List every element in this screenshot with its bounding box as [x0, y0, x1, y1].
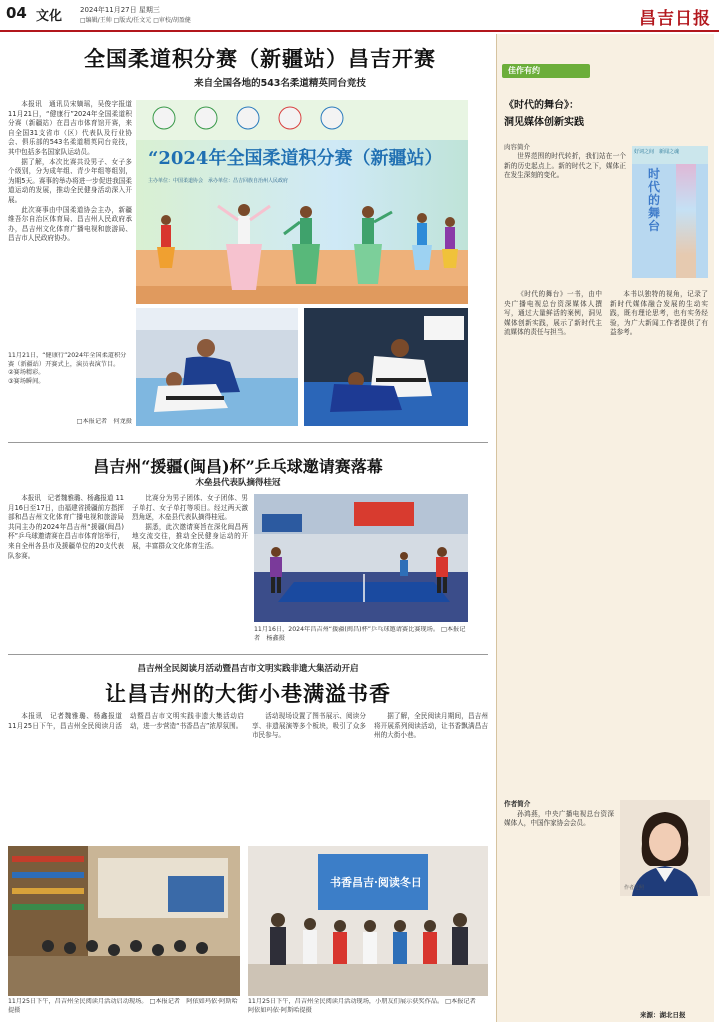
article1-paragraph: 本报讯 通讯员宋嫡瑶，吴俊字报道 11月21日，“健康行”2024年全国柔道积分赛（新疆站）在昌吉市体育馆开赛，来自全国31支省市（区）代表队及行业协会、俱乐部的543名柔道精英同台竞技，其中包括多名国家队运动员。 — [8, 100, 132, 156]
article3-photo-caption-left — [8, 998, 240, 1018]
judo-ceremony-illustration — [136, 100, 468, 304]
article1-subtitle: 来自全国各地的543名柔道精英同台竞技 — [194, 78, 366, 89]
newspaper-logo: 昌吉日报 — [639, 9, 711, 29]
judo-match-photo-1 — [136, 308, 298, 426]
article1-paragraph: 此次赛事由中国柔道协会主办，新疆维吾尔自治区体育局、昌吉州人民政府承办，昌吉州文化体育广播电视和旅游局、昌吉市人民政府协办。 — [8, 205, 132, 243]
reading-event-illustration-left — [8, 846, 240, 996]
article3-photo-caption-right — [248, 998, 488, 1018]
masthead — [0, 0, 719, 32]
masthead-rule — [0, 30, 719, 32]
book-cover-body — [632, 164, 708, 278]
book-cover-stripe — [676, 164, 696, 278]
caption-credit: □本报记者 阿依如玛依·阿斯哈提摄 — [248, 998, 482, 1014]
sidebar-source: 来源：湖北日报 — [640, 1011, 686, 1019]
sidebar-title-line1: 《时代的舞台》： — [504, 100, 579, 111]
article3-paragraph: 本报讯 记者魏雅璐、杨鑫报道 11月25日下午，昌吉州全民阅读月活动暨昌吉市文明实践非遗大集活动启动，进一步营造“书香昌吉”浓厚氛围。 — [8, 712, 244, 730]
ceremony-banner-title: “2024年全国柔道积分赛（新疆站） — [148, 148, 443, 169]
article2-photo-caption — [254, 626, 468, 644]
book-series: 好词之间 新闻之魂 — [632, 146, 708, 164]
article3-pretitle: 昌吉州全民阅读月活动暨昌吉市文明实践非遗大集活动开启 — [137, 664, 359, 674]
caption-text: 11月25日下午，昌吉州全民阅读月活动现场，小朋友们展示获奖作品。 — [248, 998, 444, 1005]
article1-body — [8, 100, 132, 346]
sidebar-byline: 肉容简介 — [504, 143, 530, 151]
caption-credit: □本报记者 阿依如玛依·阿斯哈提摄 — [8, 998, 238, 1014]
sidebar-paragraph: 本书以独特的视角，记录了新时代媒体融合发展的生动实践，既有理论思考，也有实务经验，为广大新闻工作者提供了有益参考。 — [610, 290, 708, 337]
article1-title: 全国柔道积分赛（新疆站）昌吉开赛 — [84, 46, 436, 71]
judo-ceremony-photo — [136, 100, 468, 304]
author-intro-title: 作者简介 — [504, 800, 531, 808]
article3-paragraph: 据了解，全民阅读月期间，昌吉州将开展系列阅读活动，让书香飘满昌吉州的大街小巷。 — [374, 712, 488, 740]
page-number: 04 — [6, 4, 27, 22]
author-intro-text: 孙鸿燕，中央广播电视总台资深媒体人，中国作家协会会员。 — [504, 809, 614, 828]
reading-event-illustration-right — [248, 846, 488, 996]
article3-body — [8, 712, 488, 842]
sidebar-section-label: 佳作有约 — [508, 66, 540, 75]
book-title: 时代的舞台 — [648, 167, 661, 233]
sidebar-paragraph: 《时代的舞台》一书，由中央广播电视总台资深媒体人撰写，通过大量鲜活的案例，洞见媒体创新实践，展示了新时代主流媒体的责任与担当。 — [504, 290, 602, 337]
table-tennis-illustration — [254, 494, 468, 622]
article2-body — [8, 494, 248, 646]
caption-credit: □本报记者 杨鑫摄 — [254, 626, 466, 642]
table-tennis-photo — [254, 494, 468, 622]
caption-text: 11月16日，2024年昌吉州“援疆(闽昌)杯”乒乓球邀请赛比赛现场。 — [254, 626, 440, 633]
article2-subtitle: 木垒县代表队摘得桂冠 — [195, 478, 281, 488]
author-portrait-label: 作者近照 — [624, 885, 645, 891]
book-cover — [632, 146, 708, 278]
article2-title: 昌吉州“援疆(闽昌)杯”乒乓球邀请赛落幕 — [93, 457, 383, 476]
article2-paragraph: 据悉，此次邀请赛旨在深化闽昌两地交流交往，推动全民健身运动的开展，丰富群众文化体育生活。 — [132, 522, 248, 550]
caption-main: 11月21日，“健康行”2024年全国柔道积分赛（新疆站）开赛式上，演员表演节目。 — [8, 352, 127, 368]
judo-match-photo-2 — [304, 308, 468, 426]
reading-event-photo-left — [8, 846, 240, 996]
author-portrait — [620, 800, 710, 896]
article2-paragraph: 本报讯 记者魏雅璐、杨鑫报道 11月16日至17日，由福建省援疆前方指挥部和昌吉州文化体育广播电视和旅游局共同主办的2024年昌吉州“援疆(闽昌)杯”乒乓球邀请赛在昌吉市体育馆举行，来自全州各县市及援疆单位的20支代表队参赛。 — [8, 494, 124, 560]
reading-event-banner: 书香昌吉·阅读冬日 — [330, 876, 422, 889]
sidebar-body — [504, 290, 708, 788]
staff-credits: □编辑/王帅 □版式/任文元 □审校/胡盈健 — [80, 17, 191, 24]
sidebar-paragraph: 世界范围的时代转折，我们站在一个新的历史起点上。新的时代之下，媒体正在发生深刻的变化。 — [504, 152, 626, 180]
caption-third: ③赛场瞬间。 — [8, 377, 45, 385]
section-divider — [8, 654, 488, 655]
judo-match-illustration-2 — [304, 308, 468, 426]
sidebar-title-line2: 洞见媒体创新实践 — [504, 117, 584, 128]
article2-paragraph: 比赛分为男子团体、女子团体、男子单打、女子单打等项目。经过两天激烈角逐，木垒县代表队摘得桂冠。 — [132, 494, 248, 522]
article1-photo-caption — [8, 352, 132, 412]
article3-title: 让昌吉州的大街小巷满溢书香 — [105, 681, 391, 706]
ceremony-banner-organizers: 主办单位：中国柔道协会 承办单位：昌吉回族自治州人民政府 — [148, 178, 289, 184]
caption-second: ②赛场精彩。 — [8, 369, 45, 377]
article1-paragraph: 据了解，本次比赛共设男子、女子多个级别，分为成年组、青少年组等组别，为期5天。赛事的举办将进一步促进我国柔道运动的发展，推动全民健身活动深入开展。 — [8, 157, 132, 204]
sidebar-section-tag — [502, 64, 590, 78]
article3-paragraph: 活动现场设置了图书展示、阅读分享、非遗展演等多个板块，吸引了众多市民参与。 — [252, 712, 366, 740]
author-intro — [504, 800, 614, 1000]
reading-event-photo-right — [248, 846, 488, 996]
section-divider — [8, 442, 488, 443]
judo-match-illustration-1 — [136, 308, 298, 426]
article1-photo-credit: □本报记者 何龙摄 — [76, 418, 132, 425]
issue-date: 2024年11月27日 星期三 — [80, 6, 160, 14]
caption-text: 11月25日下午，昌吉州全民阅读月活动启动现场。 — [8, 998, 148, 1005]
section-name: 文化 — [36, 9, 63, 24]
author-portrait-illustration — [620, 800, 710, 896]
sidebar-body-top — [504, 152, 626, 284]
